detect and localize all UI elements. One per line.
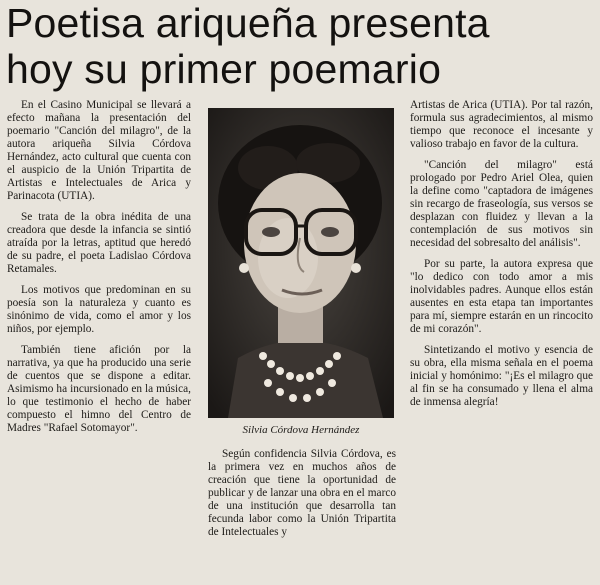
article-column-2 xyxy=(208,448,396,539)
paragraph: Los motivos que predominan en su poesía son la naturaleza y cuanto es sinónimo de vida, como el amor y los niños, por ejemplo. xyxy=(7,284,191,335)
author-portrait-image xyxy=(208,108,394,418)
headline-line-1: Poetisa ariqueña presenta xyxy=(6,0,490,46)
photo-caption: Silvia Córdova Hernández xyxy=(242,424,360,436)
author-photo xyxy=(208,108,394,418)
paragraph: Por su parte, la autora expresa que "lo dedico con todo amor a mis inolvidables padres. Aunque ellos están ausentes en esta etapa tan importantes para mí, siempre estarán en un rincocito de mi corazón". xyxy=(410,258,593,335)
article-column-1 xyxy=(7,99,191,443)
paragraph-continuation: Artistas de Arica (UTIA). Por tal razón, formula sus agradecimientos, al mismo tiempo que reconoce el incesante y valioso trabajo en favor de la cultura. xyxy=(410,99,593,150)
headline-line-2: hoy su primer poemario xyxy=(6,46,442,92)
paragraph: En el Casino Municipal se llevará a efecto mañana la presentación del poemario "Canción del milagro", de la autora ariqueña Silvia Córdova Hernández, acto cultural que cuenta con el auspicio de la Unión Tripartita de Artistas e Intelectuales de Arica y Parinacota (UTIA). xyxy=(7,99,191,202)
paragraph: "Canción del milagro" está prologado por Pedro Ariel Olea, quien la define como "captadora de imágenes sin recargo de fraseología, sus versos se desplazan con fluidez y llevan a la contemplación de sus motivos sin necesidad del sobresalto del análisis". xyxy=(410,159,593,249)
paragraph: Sintetizando el motivo y esencia de su obra, ella misma señala en el poema inicial y homónimo: "¡Es el milagro que al fin se ha consumado y llena el alma de inmensa alegría! xyxy=(410,344,593,408)
paragraph: También tiene afición por la narrativa, ya que ha producido una serie de cuentos que se dispone a editar. Asimismo ha incursionado en la música, lo que testimonio el hecho de haber compuesto el himno del Centro de Madres "Rafael Sotomayor". xyxy=(7,344,191,434)
paragraph: Se trata de la obra inédita de una creadora que desde la infancia se sintió atraída por la letras, aptitud que heredó de su padre, el poeta Ladislao Córdova Retamales. xyxy=(7,211,191,275)
paragraph: Según confidencia Silvia Córdova, es la primera vez en muchos años de creación que tiene la oportunidad de publicar y de lanzar una obra en el marco de una institución que desarrolla tan fecunda labor como la Unión Tripartita de Intelectuales y xyxy=(208,448,396,538)
headline xyxy=(6,0,596,92)
article-column-3 xyxy=(410,99,593,417)
